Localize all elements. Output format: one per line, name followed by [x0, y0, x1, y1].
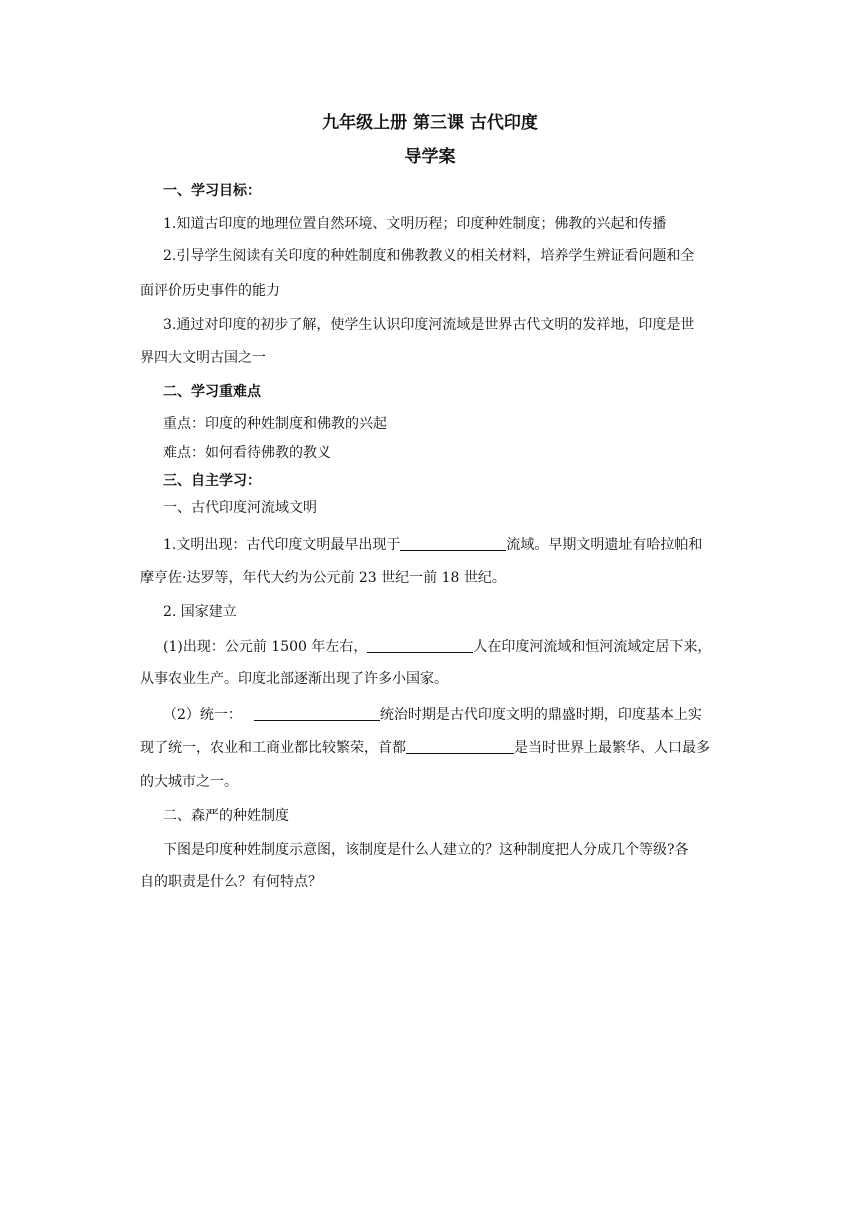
subsection-indus-civilization: 一、古代印度河流域文明: [163, 500, 317, 516]
section-heading-key-points: 二、学习重难点: [163, 384, 261, 400]
objective-item-3-line-1: 3.通过对印度的初步了解，使学生认识印度河流域是世界古代文明的发祥地，印度是世: [163, 317, 695, 333]
paragraph-unification-line-1: [163, 705, 702, 725]
section-heading-self-study: 三、自主学习：: [163, 473, 261, 489]
paragraph-state-founding: 2. 国家建立: [163, 604, 237, 620]
text-span: 人在印度河流域和恒河流域定居下来，: [473, 639, 712, 655]
text-span: 1.文明出现：古代印度文明最早出现于: [163, 537, 401, 553]
section-heading-objectives: 一、学习目标：: [163, 183, 261, 199]
text-span: 是当时世界上最繁华、人口最多: [514, 740, 710, 756]
text-span: 现了统一，农业和工商业都比较繁荣，首都: [140, 740, 406, 756]
fill-in-blank[interactable]: [400, 536, 506, 551]
paragraph-emergence-line-2: 从事农业生产。印度北部逐渐出现了许多小国家。: [140, 671, 448, 687]
paragraph-civilization-line-2: 摩亨佐·达罗等，年代大约为公元前 23 世纪一前 18 世纪。: [140, 570, 506, 586]
paragraph-emergence-line-1: [163, 637, 711, 657]
objective-item-2-line-2: 面评价历史事件的能力: [140, 283, 280, 299]
objective-item-2-line-1: 2.引导学生阅读有关印度的种姓制度和佛教教义的相关材料，培养学生辨证看问题和全: [163, 248, 695, 264]
document-subtitle: 导学案: [404, 147, 456, 167]
difficult-point: 难点：如何看待佛教的教义: [163, 445, 331, 461]
objective-item-1: 1.知道古印度的地理位置自然环境、文明历程；印度种姓制度；佛教的兴起和传播: [163, 216, 667, 232]
text-span: 流域。早期文明遗址有哈拉帕和: [506, 537, 703, 553]
paragraph-civilization-line-1: [163, 535, 702, 555]
fill-in-blank[interactable]: [406, 739, 514, 754]
fill-in-blank[interactable]: [254, 706, 380, 721]
text-span: （2）统一：: [163, 707, 242, 723]
question-line-1: 下图是印度种姓制度示意图，该制度是什么人建立的？这种制度把人分成几个等级?各: [163, 842, 689, 858]
text-span: 统治时期是古代印度文明的鼎盛时期，印度基本上实: [379, 707, 702, 723]
question-line-2: 自的职责是什么？有何特点？: [140, 874, 322, 890]
key-point: 重点：印度的种姓制度和佛教的兴起: [163, 416, 387, 432]
paragraph-unification-line-3: 的大城市之一。: [140, 774, 238, 790]
document-title: 九年级上册 第三课 古代印度: [322, 113, 538, 133]
fill-in-blank[interactable]: [367, 638, 473, 653]
subsection-caste-system: 二、森严的种姓制度: [163, 808, 289, 824]
text-span: (1)出现：公元前 1500 年左右，: [163, 639, 368, 655]
objective-item-3-line-2: 界四大文明古国之一: [140, 350, 266, 366]
paragraph-unification-line-2: [140, 738, 710, 758]
